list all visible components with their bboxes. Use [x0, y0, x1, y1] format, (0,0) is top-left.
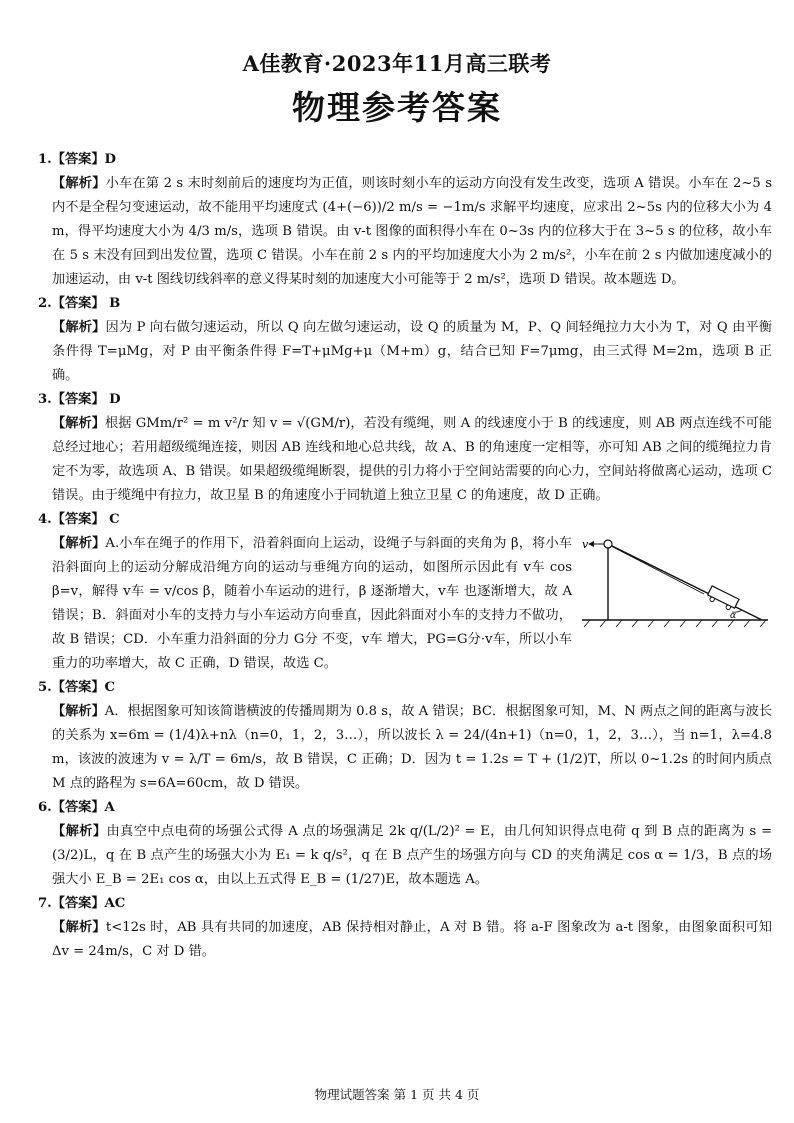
question-number: 5. — [38, 680, 52, 695]
question-number: 7. — [38, 896, 52, 911]
question-number: 4. — [38, 512, 52, 527]
question-number: 1. — [38, 152, 52, 167]
answer-label: 【答案】D — [51, 152, 116, 167]
incline-line — [608, 544, 762, 620]
answer-label: 【答案】C — [51, 680, 116, 695]
answer-label: 【答案】 D — [51, 392, 121, 407]
question-3 — [32, 388, 772, 508]
arrow-left-icon — [588, 541, 594, 547]
answers-content — [32, 148, 772, 964]
explanation-tag: 【解析】 — [52, 704, 105, 719]
question-7 — [32, 892, 772, 964]
answer-label: 【答案】 C — [51, 512, 120, 527]
question-2 — [32, 292, 772, 388]
answer-label: 【答案】A — [51, 800, 115, 815]
pulley-icon — [604, 540, 612, 548]
explanation-text: A．根据图象可知该简谐横波的传播周期为 0.8 s，故 A 错误；BC．根据图象可知，M、N 两点之间的距离与波长的关系为 x=6m = (1/4)λ+nλ（n=0，1，2，3…），所以波长 λ = 24/(4n+1)（n=0，1，2，3…），当 n=1，λ=4.8 m，该波的波速为 v = λ/T = 6m/s，故 B 错误，C 正确；D．因为 t = 1.2s = T + (1/2)T，所以 0~1.2s 的时间内质点 M 点的路程为 s=6A=60cm，故 D 错误。 — [52, 704, 773, 791]
question-number: 6. — [38, 800, 52, 815]
explanation-tag: 【解析】 — [52, 416, 105, 431]
explanation-text: 小车在第 2 s 末时刻前后的速度均为正值，则该时刻小车的运动方向没有发生改变，选项 A 错误。小车在 2~5 s 内不是全程匀变速运动，故不能用平均速度式 (4+(−6))/2 m/s = −1m/s 求解平均速度，应求出 2~5s 内的位移大小为 4 m，得平均速度大小为 4/3 m/s，选项 B 错误。由 v-t 图像的面积得小车在 0~3s 内的位移大于在 3~5 s 的位移，故小车在 5 s 末没有回到出发位置，选项 C 错误。小车在前 2 s 内的平均加速度大小为 2 m/s²，小车在前 2 s 内做加速度减小的加速运动，由 v-t 图线切线斜率的意义得某时刻的加速度大小可能等于 2 m/s²，选项 D 错误。故本题选 D。 — [52, 176, 772, 287]
incline-diagram — [582, 534, 772, 630]
explanation-text: 由真空中点电荷的场强公式得 A 点的场强满足 2k q/(L/2)² = E，由几何知识得点电荷 q 到 B 点的距离为 s = (3/2)L，q 在 B 点产生的场强大小为 E₁ = k q/s²，q 在 B 点产生的场强方向与 CD 的夹角满足 cos α = 1/3，B 点的场强大小 E_B = 2E₁ cos α，由以上五式得 E_B = (1/27)E，故本题选 A。 — [52, 824, 773, 887]
answer-label: 【答案】 B — [51, 296, 121, 311]
alpha-label: α — [730, 611, 737, 621]
question-5 — [32, 676, 772, 796]
explanation-tag: 【解析】 — [52, 176, 106, 191]
question-1 — [32, 148, 772, 292]
explanation-text: 根据 GMm/r² = m v²/r 知 v = √(GM/r)，若没有缆绳，则 A 的线速度小于 B 的线速度，则 AB 两点连线不可能总经过地心；若用超级缆绳连接，则因 AB 连线和地心总共线，故 A、B 的角速度一定相等，亦可知 AB 之间的缆绳拉力肯定不为零，故选项 A、B 错误。如果超级缆绳断裂，提供的引力将小于空间站需要的向心力，空间站将做离心运动，选项 C 错误。由于缆绳中有拉力，故卫星 B 的角速度小于同轨道上独立卫星 C 的角速度，故 D 正确。 — [52, 416, 772, 503]
page-footer: 物理试题答案 第 1 页 共 4 页 — [314, 1087, 480, 1102]
question-4 — [32, 508, 772, 676]
question-number: 2. — [38, 296, 52, 311]
velocity-label: v — [582, 538, 589, 551]
explanation-text: 因为 P 向右做匀速运动，所以 Q 向左做匀速运动，设 Q 的质量为 M，P、Q 间轻绳拉力大小为 T，对 Q 由平衡条件得 T=μMg，对 P 由平衡条件得 F=T+μMg+μ（M+m）g，结合已知 F=7μmg，由三式得 M=2m，选项 B 正确。 — [52, 320, 773, 383]
ground-hatch — [584, 620, 766, 627]
explanation-tag: 【解析】 — [52, 824, 107, 839]
cart-icon — [706, 586, 739, 612]
explanation-text: A.小车在绳子的作用下，沿着斜面向上运动，设绳子与斜面的夹角为 β，将小车 沿斜面向上的运动分解成沿绳方向的运动与垂绳方向的运动，如图所示因此有 v车 cos β=v，解得 v车 = v/cos β，随着小车运动的进行，β 逐渐增大，v车 也逐渐增大，故 A 错误；B．斜面对小车的支持力与小车运动方向垂直，因此斜面对小车的支持力不做功，故 B 错误；CD．小车重力沿斜面的分力 G分 不变，v车 增大，PG=G分·v车，所以小车重力的功率增大，故 C 正确，D 错误，故选 C。 — [52, 536, 572, 671]
incline-figure — [582, 534, 772, 630]
explanation-tag: 【解析】 — [52, 320, 106, 335]
question-6 — [32, 796, 772, 892]
rope-line — [611, 546, 704, 594]
explanation-tag: 【解析】 — [52, 920, 106, 935]
subject-title: 物理参考答案 — [292, 88, 502, 127]
explanation-tag: 【解析】 — [52, 536, 106, 551]
question-number: 3. — [38, 392, 52, 407]
explanation-text: t<12s 时，AB 具有共同的加速度，AB 保持相对静止，A 对 B 错。将 a-F 图象改为 a-t 图象，由图象面积可知 Δv = 24m/s，C 对 D 错。 — [52, 920, 772, 959]
answer-label: 【答案】AC — [51, 896, 126, 911]
exam-title: A佳教育·2023年11月高三联考 — [242, 51, 552, 76]
